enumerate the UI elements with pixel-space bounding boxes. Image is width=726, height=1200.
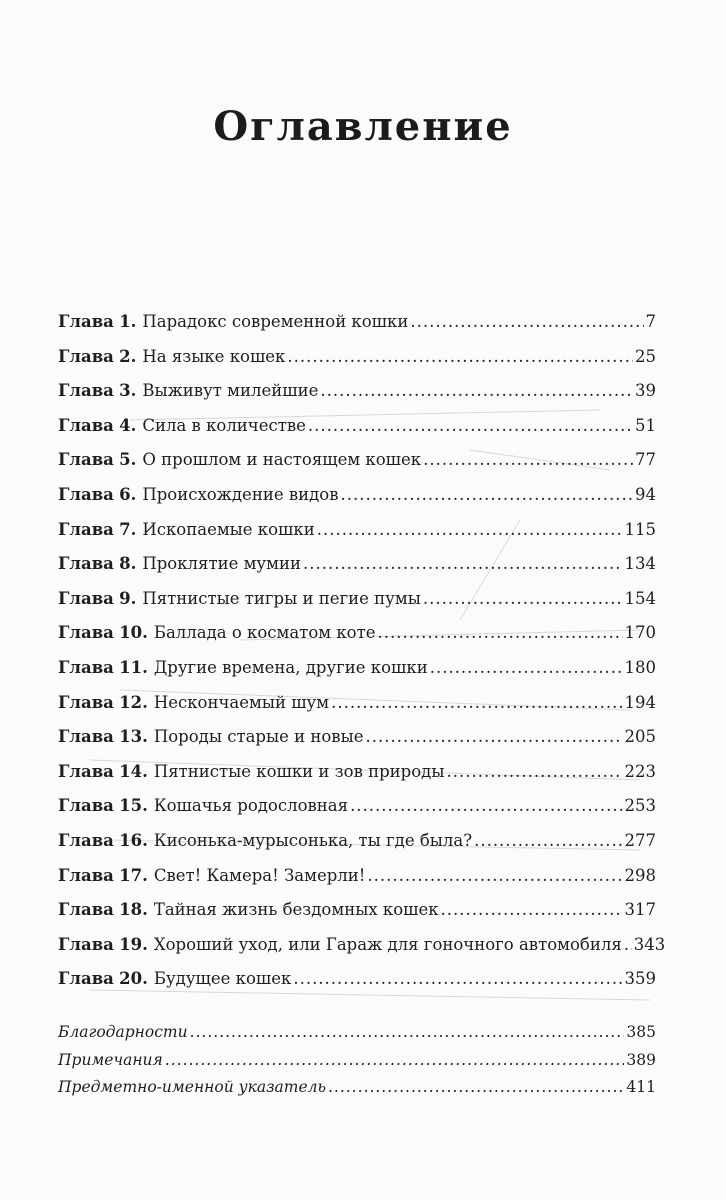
chapter-title: Тайная жизнь бездомных кошек <box>153 900 439 920</box>
page-number: 253 <box>624 796 656 816</box>
page-number: 51 <box>635 415 656 435</box>
chapter-word: Глава <box>58 830 114 850</box>
toc-entry <box>58 866 656 901</box>
chapter-title: Парадокс современной кошки <box>142 312 409 331</box>
chapter-word: Глава <box>58 692 114 712</box>
dot-leader <box>430 658 623 677</box>
chapter-word: Глава <box>58 554 114 574</box>
chapter-word: Глава <box>58 727 114 747</box>
chapter-title: Кисонька-мурысонька, ты где была? <box>153 830 473 850</box>
page-number: 170 <box>624 623 656 643</box>
chapter-title: На языке кошек <box>142 346 286 366</box>
page-title: Оглавление <box>213 103 513 150</box>
page-number: 115 <box>624 519 656 539</box>
chapter-title: Пятнистые кошки и зов природы <box>153 761 445 781</box>
chapter-number: 16. <box>119 830 148 850</box>
chapter-title: Проклятие мумии <box>142 554 301 574</box>
toc-entry <box>58 312 656 347</box>
page-number: 134 <box>624 554 656 574</box>
chapter-word: Глава <box>58 796 114 816</box>
dot-leader <box>165 1051 625 1069</box>
chapter-number: 7. <box>119 519 137 539</box>
page-number: 180 <box>624 657 656 677</box>
toc-entry <box>58 693 656 728</box>
dot-leader <box>365 727 622 746</box>
chapter-word: Глава <box>58 623 114 643</box>
chapter-word: Глава <box>58 415 114 435</box>
dot-leader <box>293 969 622 988</box>
chapter-word: Глава <box>58 346 114 366</box>
page-number: 25 <box>635 346 656 366</box>
dot-leader <box>410 312 643 331</box>
chapter-number: 6. <box>119 484 137 504</box>
back-matter-list <box>58 1023 656 1106</box>
back-matter-entry <box>58 1023 656 1051</box>
chapter-title: Будущее кошек <box>153 969 292 989</box>
dot-leader <box>367 866 622 885</box>
dot-leader <box>377 623 622 642</box>
chapter-number: 18. <box>119 900 148 920</box>
chapter-title: Происхождение видов <box>142 484 339 504</box>
chapter-word: Глава <box>58 900 114 920</box>
dot-leader <box>331 693 622 712</box>
dot-leader <box>308 416 633 435</box>
dot-leader <box>350 796 622 815</box>
chapter-number: 20. <box>119 969 148 989</box>
page-number: 389 <box>626 1050 656 1069</box>
dot-leader <box>446 762 622 781</box>
toc-entry <box>58 969 656 1004</box>
toc-entry <box>58 900 656 935</box>
chapter-title: Свет! Камера! Замерли! <box>153 865 366 885</box>
toc-entry <box>58 831 656 866</box>
chapter-number: 9. <box>119 588 137 608</box>
page-number: 77 <box>635 450 656 470</box>
chapter-word: Глава <box>58 312 114 331</box>
chapter-number: 12. <box>119 692 148 712</box>
back-matter-title: Предметно-именной указатель <box>58 1078 326 1096</box>
toc-entry <box>58 554 656 589</box>
toc-entry <box>58 416 656 451</box>
chapter-title: Пятнистые тигры и пегие пумы <box>142 588 421 608</box>
chapter-number: 19. <box>119 934 148 954</box>
page-number: 411 <box>626 1078 656 1096</box>
dot-leader <box>328 1078 624 1096</box>
chapter-word: Глава <box>58 865 114 885</box>
chapter-title: Ископаемые кошки <box>142 519 315 539</box>
toc-entry <box>58 934 666 970</box>
chapter-word: Глава <box>58 588 114 608</box>
back-matter-entry <box>58 1078 656 1106</box>
chapter-title: Хороший уход, или Гараж для гоночного автомобиля <box>153 934 622 954</box>
toc-entry <box>58 485 656 520</box>
back-matter-title: Благодарности <box>58 1023 188 1041</box>
chapter-word: Глава <box>58 761 114 781</box>
table-of-contents <box>58 312 666 1004</box>
dot-leader <box>320 381 633 400</box>
toc-entry <box>58 727 656 762</box>
page-number: 39 <box>635 381 656 401</box>
chapter-number: 11. <box>119 657 148 677</box>
page-number: 194 <box>624 692 656 712</box>
chapter-word: Глава <box>58 934 114 954</box>
chapter-number: 4. <box>119 415 137 435</box>
dot-leader <box>341 485 634 504</box>
page-number: 298 <box>624 865 656 885</box>
toc-entry <box>58 658 656 693</box>
chapter-number: 2. <box>119 346 137 366</box>
toc-entry <box>58 347 656 382</box>
page-number: 385 <box>626 1023 656 1041</box>
chapter-number: 13. <box>119 727 148 747</box>
toc-entry <box>58 762 656 797</box>
chapter-number: 3. <box>119 381 137 401</box>
chapter-title: Нескончаемый шум <box>153 692 330 712</box>
dot-leader <box>303 554 623 573</box>
dot-leader <box>474 831 622 850</box>
dot-leader <box>423 589 623 608</box>
chapter-number: 1. <box>119 312 137 331</box>
chapter-number: 15. <box>119 796 148 816</box>
page-number: 94 <box>635 484 656 504</box>
chapter-number: 17. <box>119 865 148 885</box>
toc-entry <box>58 450 656 485</box>
chapter-word: Глава <box>58 969 114 989</box>
chapter-title: Породы старые и новые <box>153 727 364 747</box>
back-matter-title: Примечания <box>58 1050 163 1069</box>
dot-leader <box>624 935 632 954</box>
chapter-number: 14. <box>119 761 148 781</box>
dot-leader <box>441 900 623 919</box>
chapter-word: Глава <box>58 519 114 539</box>
chapter-title: Другие времена, другие кошки <box>153 657 428 677</box>
dot-leader <box>287 347 633 366</box>
chapter-title: Сила в количестве <box>142 415 306 435</box>
chapter-number: 10. <box>119 623 148 643</box>
dot-leader <box>317 520 623 539</box>
dot-leader <box>190 1023 625 1041</box>
page-number: 7 <box>645 312 656 331</box>
toc-entry <box>58 381 656 416</box>
chapter-word: Глава <box>58 657 114 677</box>
toc-entry <box>58 623 656 658</box>
chapter-title: Баллада о косматом коте <box>153 623 376 643</box>
page-number: 223 <box>624 761 656 781</box>
page-number: 154 <box>624 588 656 608</box>
page-number: 205 <box>624 727 656 747</box>
chapter-number: 5. <box>119 450 137 470</box>
chapter-title: Выживут милейшие <box>142 381 319 401</box>
chapter-word: Глава <box>58 381 114 401</box>
toc-entry <box>58 520 656 555</box>
toc-entry <box>58 796 656 831</box>
page-number: 359 <box>624 969 656 989</box>
page-number: 317 <box>624 900 656 920</box>
chapter-word: Глава <box>58 484 114 504</box>
chapter-number: 8. <box>119 554 137 574</box>
toc-entry <box>58 589 656 624</box>
dot-leader <box>423 450 633 469</box>
page-number: 277 <box>624 830 656 850</box>
chapter-title: О прошлом и настоящем кошек <box>142 450 422 470</box>
page-number: 343 <box>633 934 666 954</box>
back-matter-entry <box>58 1051 656 1079</box>
chapter-word: Глава <box>58 450 114 470</box>
chapter-title: Кошачья родословная <box>153 796 349 816</box>
